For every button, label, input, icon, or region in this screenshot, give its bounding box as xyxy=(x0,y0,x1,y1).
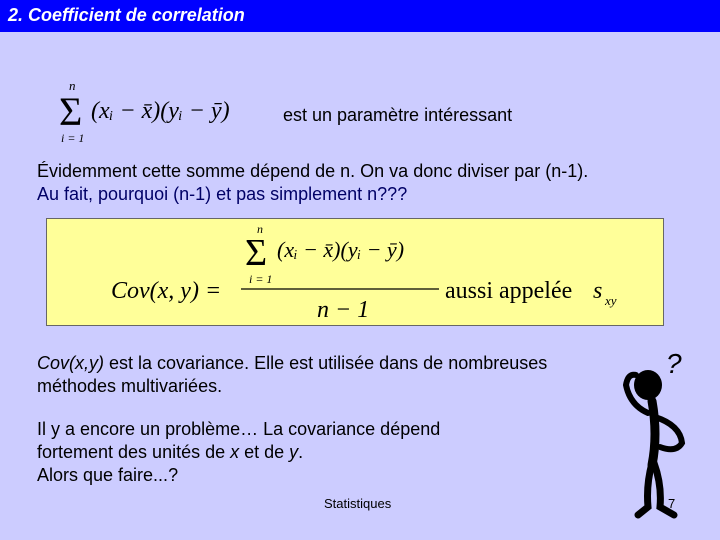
cov-sum-lower: i = 1 xyxy=(249,272,273,286)
sum-upper-limit: n xyxy=(69,78,76,93)
footer-label: Statistiques xyxy=(324,496,392,511)
problem-paragraph xyxy=(37,418,457,487)
cov-numerator: (xᵢ − x̄)(yᵢ − ȳ) xyxy=(277,237,405,262)
covariance-paragraph-text: est la covariance. Elle est utilisée dans de nombreuses méthodes multivariées. xyxy=(37,353,548,396)
var-x: x xyxy=(230,442,240,462)
s-subscript: xy xyxy=(605,293,617,308)
cov-sigma: Σ xyxy=(245,232,268,274)
problem-text-c: . xyxy=(298,442,304,462)
sum-formula xyxy=(55,78,265,146)
question-mark: ? xyxy=(666,348,682,379)
sigma-symbol: Σ xyxy=(59,89,83,134)
text-line-2: Au fait, pourquoi (n-1) et pas simplement n??? xyxy=(37,184,408,204)
sum-lower-limit: i = 1 xyxy=(61,131,85,145)
sum-term: (xᵢ − x̄)(yᵢ − ȳ) xyxy=(91,98,230,124)
cov-denominator: n − 1 xyxy=(317,297,370,323)
cov-sum-upper: n xyxy=(257,222,263,236)
thinking-figure-icon xyxy=(608,345,720,520)
formula1-caption: est un paramètre intéressant xyxy=(283,105,513,125)
var-y: y xyxy=(289,442,299,462)
title-bar xyxy=(0,0,720,32)
problem-text-a: Il y a encore un problème… La covariance dépend fortement des unités de xyxy=(37,419,441,462)
cov-lhs: Cov(x, y) = xyxy=(111,278,222,304)
problem-text-b: et de xyxy=(239,442,290,462)
cov-term: Cov(x,y) xyxy=(37,353,104,373)
s-symbol: s xyxy=(593,278,603,304)
covariance-formula xyxy=(47,219,665,327)
text-line-1: Évidemment cette somme dépend de n. On va donc diviser par (n-1). xyxy=(37,161,589,181)
slide-title: 2. Coefficient de correlation xyxy=(8,5,245,25)
covariance-paragraph xyxy=(37,352,627,398)
aussi-appelee: aussi appelée xyxy=(445,278,573,304)
problem-text-line3: Alors que faire...? xyxy=(37,465,179,485)
covariance-formula-box xyxy=(46,218,664,326)
page-number: 7 xyxy=(668,496,676,511)
